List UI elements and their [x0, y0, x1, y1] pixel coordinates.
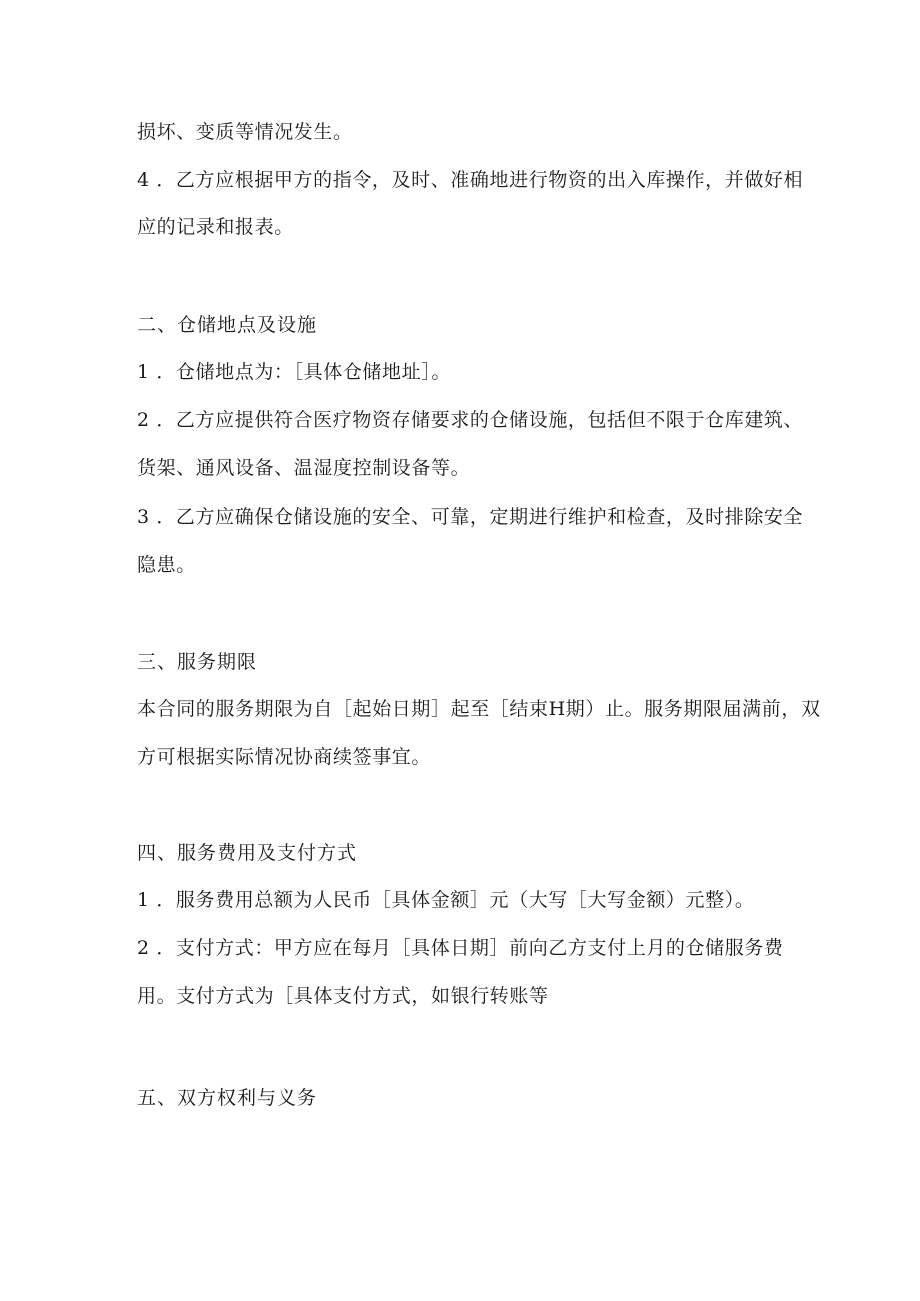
clause-2-line: 2 ．支付方式：甲方应在每月［具体日期］前向乙方支付上月的仓储服务费 [137, 937, 784, 959]
clause-2-line: 2 ．乙方应提供符合医疗物资存储要求的仓储设施，包括但不限于仓库建筑、 [137, 409, 804, 431]
body-text-line: 本合同的服务期限为自［起始日期］起至［结束H期）止。服务期限届满前，双 [137, 698, 821, 720]
section-heading-5: 五、双方权利与义务 [137, 1087, 318, 1109]
body-text-line: 用。支付方式为［具体支付方式，如银行转账等 [137, 985, 549, 1007]
body-text-line: 损坏、变质等情况发生。 [137, 121, 353, 143]
clause-4-line: 4 ．乙方应根据甲方的指令，及时、准确地进行物资的出入库操作，并做好相 [137, 169, 804, 191]
body-text-line: 隐患。 [137, 554, 196, 576]
body-text-line: 方可根据实际情况协商续签事宜。 [137, 746, 432, 768]
body-text-line: 应的记录和报表。 [137, 216, 294, 238]
section-heading-2: 二、仓储地点及设施 [137, 314, 318, 336]
clause-3-line: 3 ．乙方应确保仓储设施的安全、可靠，定期进行维护和检查，及时排除安全 [137, 506, 804, 528]
section-heading-4: 四、服务费用及支付方式 [137, 842, 358, 864]
clause-1-line: 1 ．服务费用总额为人民币［具体金额］元（大写［大写金额）元整）。 [137, 889, 755, 911]
body-text-line: 货架、通风设备、温湿度控制设备等。 [137, 457, 471, 479]
clause-1-line: 1 ．仓储地点为：［具体仓储地址］。 [137, 361, 451, 383]
section-heading-3: 三、服务期限 [137, 651, 258, 673]
